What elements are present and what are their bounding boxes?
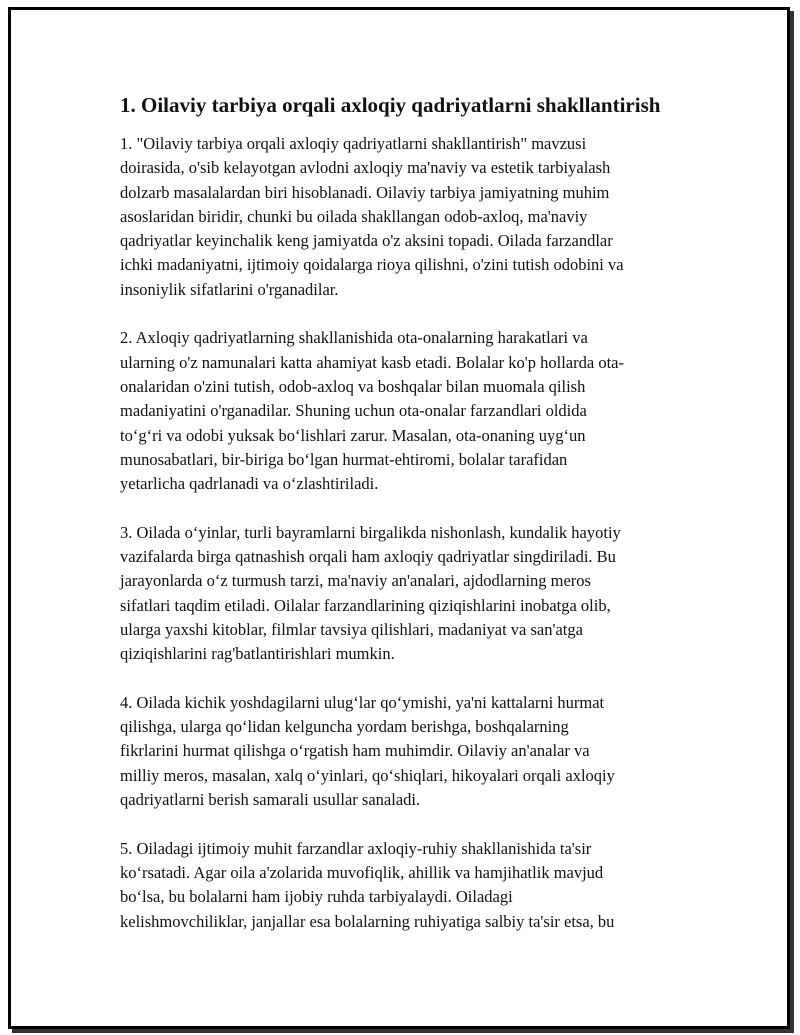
text-line: ko‘rsatadi. Agar oila a'zolarida muvofiqlik, ahillik va hamjihatlik mavjud — [120, 862, 604, 882]
paragraph-3 — [120, 521, 700, 667]
text-line: ularga yaxshi kitoblar, filmlar tavsiya qilishlari, madaniyat va san'atga — [120, 619, 583, 639]
text-line: fikrlarini hurmat qilishga o‘rgatish ham muhimdir. Oilaviy an'analar va — [120, 741, 590, 761]
text-line: qiziqishlarini rag'batlantirishlari mumkin. — [120, 644, 395, 664]
text-line: kelishmovchiliklar, janjallar esa bolalarning ruhiyatiga salbiy ta'sir etsa, bu — [120, 911, 615, 931]
text-line: qilishga, ularga qo‘lidan kelguncha yordam berishga, boshqalarning — [120, 717, 569, 737]
text-line: ularning o'z namunalari katta ahamiyat kasb etadi. Bolalar ko'p hollarda ota- — [120, 352, 624, 372]
text-line: madaniyatini o'rganadilar. Shuning uchun ota-onalar farzandlari oldida — [120, 401, 587, 421]
document-title: 1. Oilaviy tarbiya orqali axloqiy qadriyatlarni shakllantirish — [120, 93, 661, 117]
text-line: munosabatlari, bir-biriga bo‘lgan hurmat-ehtiromi, bolalar tarafidan — [120, 449, 568, 469]
text-line: bo‘lsa, bu bolalarni ham ijobiy ruhda tarbiyalaydi. Oiladagi — [120, 887, 513, 907]
paragraph-4 — [120, 691, 700, 812]
document-body — [120, 92, 700, 958]
paragraph-1 — [120, 132, 700, 302]
text-line: yetarlicha qadrlanadi va o‘zlashtiriladi. — [120, 474, 379, 494]
text-line: sifatlari taqdim etiladi. Oilalar farzandlarining qiziqishlarini inobatga olib, — [120, 595, 611, 615]
text-line: 1. "Oilaviy tarbiya orqali axloqiy qadriyatlarni shakllantirish" mavzusi — [120, 134, 587, 153]
text-line: 3. Oilada o‘yinlar, turli bayramlarni birgalikda nishonlash, kundalik hayotiy — [120, 522, 621, 542]
paragraph-5 — [120, 837, 700, 934]
text-line: vazifalarda birga qatnashish orqali ham axloqiy qadriyatlar singdiriladi. Bu — [120, 547, 616, 567]
text-line: qadriyatlar keyinchalik keng jamiyatda o'z aksini topadi. Oilada farzandlar — [120, 231, 613, 251]
page-frame — [8, 7, 790, 1029]
text-line: 5. Oiladagi ijtimoiy muhit farzandlar axloqiy-ruhiy shakllanishida ta'sir — [120, 838, 592, 858]
text-line: to‘g‘ri va odobi yuksak bo‘lishlari zarur. Masalan, ota-onaning uyg‘un — [120, 425, 586, 445]
text-line: insoniylik sifatlarini o'rganadilar. — [120, 279, 339, 299]
text-line: asoslaridan biridir, chunki bu oilada shakllangan odob-axloq, ma'naviy — [120, 206, 588, 226]
text-line: jarayonlarda o‘z turmush tarzi, ma'naviy an'analari, ajdodlarning meros — [120, 571, 591, 591]
text-line: qadriyatlarni berish samarali usullar sanaladi. — [120, 790, 421, 810]
text-line: onalaridan o'zini tutish, odob-axloq va boshqalar bilan muomala qilish — [120, 376, 586, 396]
text-line: 2. Axloqiy qadriyatlarning shakllanishida ota-onalarning harakatlari va — [120, 328, 588, 348]
text-line: 4. Oilada kichik yoshdagilarni ulug‘lar qo‘ymishi, ya'ni kattalarni hurmat — [120, 692, 605, 712]
text-line: milliy meros, masalan, xalq o‘yinlari, qo‘shiqlari, hikoyalari orqali axloqiy — [120, 765, 615, 785]
text-line: ichki madaniyatni, ijtimoiy qoidalarga rioya qilishni, o'zini tutish odobini va — [120, 255, 624, 275]
paragraph-2 — [120, 326, 700, 496]
text-line: doirasida, o'sib kelayotgan avlodni axloqiy ma'naviy va estetik tarbiyalash — [120, 158, 611, 178]
text-line: dolzarb masalalardan biri hisoblanadi. Oilaviy tarbiya jamiyatning muhim — [120, 182, 610, 202]
